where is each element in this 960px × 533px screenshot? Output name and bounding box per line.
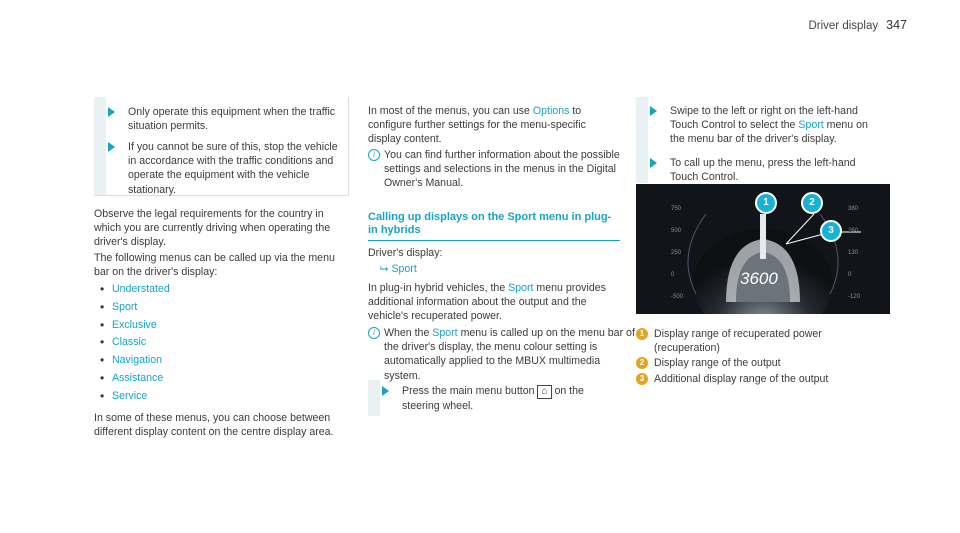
right-scale: 380 260 130 0 -120	[848, 206, 861, 300]
arrow-icon	[108, 107, 115, 117]
warning-bar	[94, 97, 106, 195]
warning-text-1: Only operate this equipment when the traffic situation permits.	[128, 106, 336, 133]
step-swipe: Swipe to the left or right on the left-hand Touch Control to select the Sport menu on the menu bar of the driver's display.	[650, 104, 882, 147]
driver-display-figure	[636, 184, 890, 314]
list-item: • Sport	[98, 300, 170, 318]
paragraph-menus: The following menus can be called up via the menu bar on the driver's display:	[94, 252, 335, 279]
arrow-icon	[650, 158, 657, 168]
paragraph-legal: Observe the legal requirements for the country in which you are currently driving when operating the driver's display.	[94, 208, 331, 249]
legend-item: 3 Additional display range of the output	[636, 372, 888, 386]
step-bar	[636, 155, 648, 183]
home-icon: ⌂	[537, 385, 551, 399]
legend-item: 2 Display range of the output	[636, 356, 888, 370]
info-note-1: i You can find further information about the possible settings and selections in the menus in the Digital Owner's Manual.	[368, 148, 636, 191]
warning-step-2	[108, 140, 340, 197]
list-item: • Classic	[98, 335, 170, 353]
list-item: • Assistance	[98, 371, 170, 389]
page-header	[808, 18, 907, 33]
list-item: • Exclusive	[98, 318, 170, 336]
section-title: Calling up displays on the Sport menu in plug-in hybrids	[368, 211, 620, 241]
warning-step-1	[108, 105, 340, 133]
step-press-home: Press the main menu button ⌂ on the steering wheel.	[382, 384, 614, 413]
arrow-icon	[650, 106, 657, 116]
rpm-readout: 3600	[740, 269, 778, 288]
paragraph-content: In some of these menus, you can choose between different display content on the centre display area.	[94, 412, 334, 439]
info-icon: i	[368, 327, 380, 339]
arrow-icon	[382, 386, 389, 396]
path-label: Driver's display:	[368, 247, 443, 259]
warning-text-2: If you cannot be sure of this, stop the vehicle in accordance with the traffic conditions and operate the equipment with the vehicle stationary.	[128, 141, 338, 196]
step-press: To call up the menu, press the left-hand Touch Control.	[650, 156, 882, 184]
info-note-2: i When the Sport menu is called up on the menu bar of the driver's display, the menu colour setting is automatically applied to the MBUX multimedia system.	[368, 326, 636, 383]
section-name: Driver display	[808, 20, 879, 32]
list-item: • Navigation	[98, 353, 170, 371]
legend-item: 1 Display range of recuperated power (recuperation)	[636, 327, 888, 355]
callout-1: 1	[755, 192, 777, 214]
enter-arrow-icon: ⮡	[380, 263, 389, 275]
left-scale: 750 500 250 0 -500	[671, 206, 684, 300]
list-item: • Service	[98, 389, 170, 407]
page-number: 347	[886, 18, 907, 32]
paragraph-options: In most of the menus, you can use Options to configure further settings for the menu-specific display content.	[368, 105, 586, 146]
arrow-icon	[108, 142, 115, 152]
info-icon: i	[368, 149, 380, 161]
callout-2: 2	[801, 192, 823, 214]
list-item: • Understated	[98, 282, 170, 300]
path-entry: ⮡ Sport	[380, 263, 417, 275]
menu-list	[98, 282, 170, 407]
paragraph-plugin: In plug-in hybrid vehicles, the Sport menu provides additional information about the output and the vehicle's recuperated power.	[368, 282, 606, 323]
step-bar	[368, 380, 380, 416]
callout-3: 3	[820, 220, 842, 242]
step-bar	[636, 97, 648, 155]
figure-legend	[636, 327, 888, 386]
